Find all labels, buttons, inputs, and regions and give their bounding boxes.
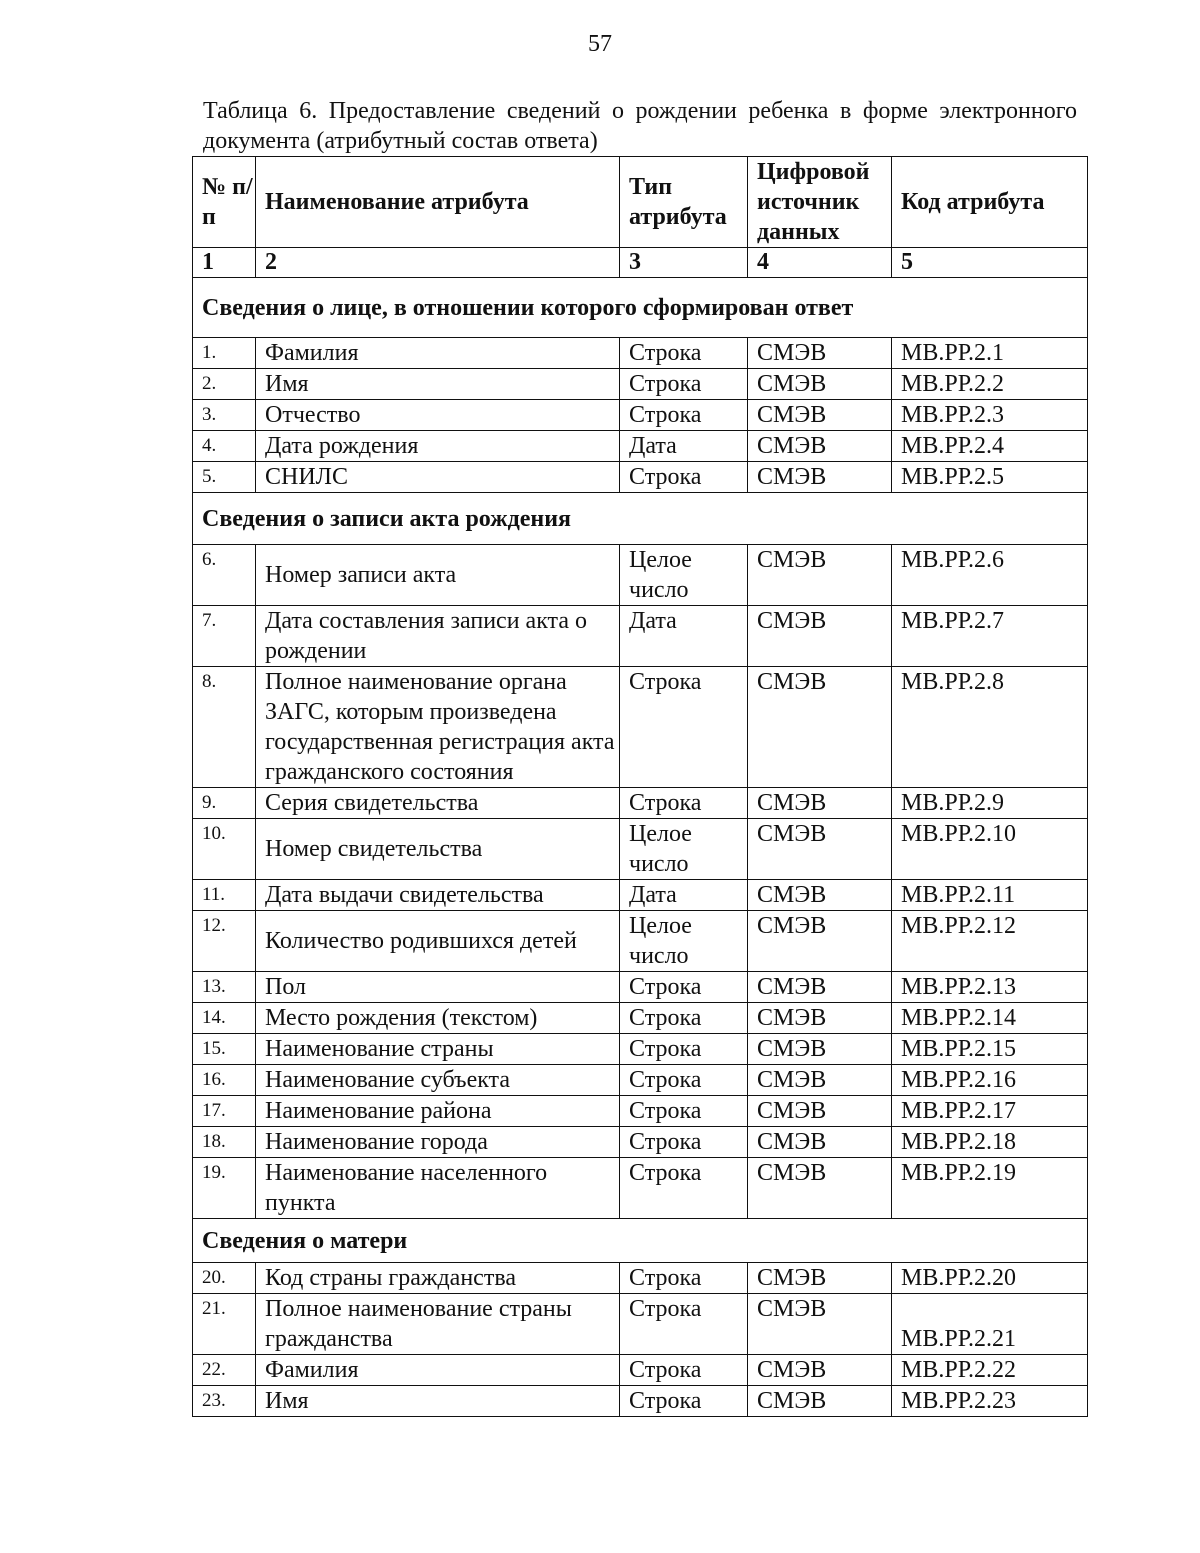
table-row — [193, 338, 1088, 369]
attribute-code: МВ.РР.2.17 — [892, 1096, 1088, 1127]
data-source: СМЭВ — [748, 606, 892, 667]
attribute-type: Строка — [620, 1294, 748, 1355]
attribute-code: МВ.РР.2.13 — [892, 972, 1088, 1003]
attribute-type: Строка — [620, 338, 748, 369]
attribute-name: Дата рождения — [256, 431, 620, 462]
table-row — [193, 880, 1088, 911]
table-row — [193, 400, 1088, 431]
section-row — [193, 493, 1088, 545]
attribute-type: Строка — [620, 369, 748, 400]
section-title: Сведения о записи акта рождения — [193, 493, 1088, 545]
data-source: СМЭВ — [748, 1003, 892, 1034]
section-title: Сведения о лице, в отношении которого сформирован ответ — [193, 278, 1088, 338]
attribute-code: МВ.РР.2.16 — [892, 1065, 1088, 1096]
table-row — [193, 369, 1088, 400]
table-caption: Таблица 6. Предоставление сведений о рождении ребенка в форме электронного документа (атрибутный состав ответа) — [203, 98, 1077, 154]
attribute-code: МВ.РР.2.22 — [892, 1355, 1088, 1386]
attribute-code: МВ.РР.2.15 — [892, 1034, 1088, 1065]
attribute-code: МВ.РР.2.4 — [892, 431, 1088, 462]
header-attribute-code: Код атрибута — [892, 157, 1088, 248]
attribute-type: Строка — [620, 667, 748, 788]
data-source: СМЭВ — [748, 1355, 892, 1386]
row-number: 1. — [193, 338, 256, 369]
row-number: 10. — [193, 819, 256, 880]
row-number: 19. — [193, 1158, 256, 1219]
data-source: СМЭВ — [748, 369, 892, 400]
row-number: 18. — [193, 1127, 256, 1158]
attribute-type: Строка — [620, 788, 748, 819]
data-source: СМЭВ — [748, 1096, 892, 1127]
data-source: СМЭВ — [748, 545, 892, 606]
attribute-type: Строка — [620, 1158, 748, 1219]
data-source: СМЭВ — [748, 972, 892, 1003]
data-source: СМЭВ — [748, 431, 892, 462]
attribute-name: Номер свидетельства — [256, 819, 620, 880]
attribute-code: МВ.РР.2.23 — [892, 1386, 1088, 1417]
column-number: 1 — [193, 248, 256, 278]
table-row — [193, 972, 1088, 1003]
section-title: Сведения о матери — [193, 1219, 1088, 1263]
attribute-name: Отчество — [256, 400, 620, 431]
column-number: 5 — [892, 248, 1088, 278]
attribute-name: Дата выдачи свидетельства — [256, 880, 620, 911]
attribute-type: Строка — [620, 972, 748, 1003]
row-number: 11. — [193, 880, 256, 911]
attribute-name: Место рождения (текстом) — [256, 1003, 620, 1034]
data-source: СМЭВ — [748, 819, 892, 880]
data-source: СМЭВ — [748, 462, 892, 493]
data-source: СМЭВ — [748, 1294, 892, 1355]
row-number: 2. — [193, 369, 256, 400]
row-number: 17. — [193, 1096, 256, 1127]
attribute-name: Наименование населенного пункта — [256, 1158, 620, 1219]
attribute-name: СНИЛС — [256, 462, 620, 493]
attribute-code: МВ.РР.2.5 — [892, 462, 1088, 493]
column-number: 3 — [620, 248, 748, 278]
column-number-row — [193, 248, 1088, 278]
attribute-code: МВ.РР.2.21 — [892, 1294, 1088, 1355]
attribute-code: МВ.РР.2.10 — [892, 819, 1088, 880]
table-row — [193, 1034, 1088, 1065]
attribute-code: МВ.РР.2.7 — [892, 606, 1088, 667]
row-number: 21. — [193, 1294, 256, 1355]
table-row — [193, 1294, 1088, 1355]
attribute-code: МВ.РР.2.6 — [892, 545, 1088, 606]
attribute-name: Пол — [256, 972, 620, 1003]
attribute-name: Наименование субъекта — [256, 1065, 620, 1096]
data-source: СМЭВ — [748, 1263, 892, 1294]
attribute-code: МВ.РР.2.2 — [892, 369, 1088, 400]
data-source: СМЭВ — [748, 1158, 892, 1219]
attribute-code: МВ.РР.2.12 — [892, 911, 1088, 972]
data-source: СМЭВ — [748, 400, 892, 431]
attribute-name: Фамилия — [256, 1355, 620, 1386]
attribute-type: Дата — [620, 431, 748, 462]
header-number: № п/п — [193, 157, 256, 248]
table-row — [193, 819, 1088, 880]
row-number: 7. — [193, 606, 256, 667]
attribute-type: Строка — [620, 1034, 748, 1065]
attribute-type: Строка — [620, 1386, 748, 1417]
table-row — [193, 1355, 1088, 1386]
data-source: СМЭВ — [748, 1127, 892, 1158]
attribute-name: Полное наименование органа ЗАГС, которым произведена государственная регистрация акта гражданского состояния — [256, 667, 620, 788]
attribute-type: Целое число — [620, 819, 748, 880]
attribute-name: Дата составления записи акта о рождении — [256, 606, 620, 667]
row-number: 13. — [193, 972, 256, 1003]
row-number: 6. — [193, 545, 256, 606]
table-row — [193, 1003, 1088, 1034]
table-row — [193, 788, 1088, 819]
attribute-type: Строка — [620, 1263, 748, 1294]
table-row — [193, 1263, 1088, 1294]
attribute-code: МВ.РР.2.3 — [892, 400, 1088, 431]
attribute-code: МВ.РР.2.19 — [892, 1158, 1088, 1219]
row-number: 8. — [193, 667, 256, 788]
attribute-type: Целое число — [620, 545, 748, 606]
section-row — [193, 1219, 1088, 1263]
attribute-name: Количество родившихся детей — [256, 911, 620, 972]
attribute-name: Наименование района — [256, 1096, 620, 1127]
row-number: 14. — [193, 1003, 256, 1034]
table-row — [193, 606, 1088, 667]
attribute-type: Строка — [620, 1065, 748, 1096]
data-source: СМЭВ — [748, 911, 892, 972]
table-row — [193, 1127, 1088, 1158]
attribute-code: МВ.РР.2.20 — [892, 1263, 1088, 1294]
row-number: 22. — [193, 1355, 256, 1386]
column-number: 2 — [256, 248, 620, 278]
row-number: 23. — [193, 1386, 256, 1417]
table-row — [193, 911, 1088, 972]
attribute-type: Дата — [620, 606, 748, 667]
table-row — [193, 545, 1088, 606]
data-source: СМЭВ — [748, 880, 892, 911]
attribute-name: Полное наименование страны гражданства — [256, 1294, 620, 1355]
row-number: 4. — [193, 431, 256, 462]
attribute-code: МВ.РР.2.11 — [892, 880, 1088, 911]
table-row — [193, 1065, 1088, 1096]
attribute-code: МВ.РР.2.9 — [892, 788, 1088, 819]
header-attribute-name: Наименование атрибута — [256, 157, 620, 248]
attribute-table — [192, 156, 1088, 1417]
row-number: 5. — [193, 462, 256, 493]
row-number: 12. — [193, 911, 256, 972]
row-number: 15. — [193, 1034, 256, 1065]
attribute-type: Строка — [620, 1003, 748, 1034]
attribute-type: Целое число — [620, 911, 748, 972]
header-attribute-type: Тип атрибута — [620, 157, 748, 248]
attribute-name: Номер записи акта — [256, 545, 620, 606]
attribute-code: МВ.РР.2.14 — [892, 1003, 1088, 1034]
attribute-name: Наименование города — [256, 1127, 620, 1158]
attribute-type: Строка — [620, 462, 748, 493]
header-data-source: Цифровой источник данных — [748, 157, 892, 248]
table-row — [193, 431, 1088, 462]
attribute-name: Код страны гражданства — [256, 1263, 620, 1294]
page-number: 57 — [588, 31, 612, 57]
table-row — [193, 667, 1088, 788]
attribute-type: Строка — [620, 1355, 748, 1386]
attribute-type: Дата — [620, 880, 748, 911]
attribute-type: Строка — [620, 1127, 748, 1158]
row-number: 16. — [193, 1065, 256, 1096]
attribute-name: Фамилия — [256, 338, 620, 369]
table-row — [193, 1386, 1088, 1417]
table-row — [193, 462, 1088, 493]
row-number: 9. — [193, 788, 256, 819]
row-number: 3. — [193, 400, 256, 431]
table-header-row — [193, 157, 1088, 248]
attribute-code: МВ.РР.2.18 — [892, 1127, 1088, 1158]
table-body — [193, 278, 1088, 1417]
attribute-type: Строка — [620, 400, 748, 431]
attribute-name: Серия свидетельства — [256, 788, 620, 819]
data-source: СМЭВ — [748, 1386, 892, 1417]
data-source: СМЭВ — [748, 788, 892, 819]
column-number: 4 — [748, 248, 892, 278]
table-row — [193, 1158, 1088, 1219]
section-row — [193, 278, 1088, 338]
data-source: СМЭВ — [748, 1065, 892, 1096]
attribute-name: Имя — [256, 1386, 620, 1417]
data-source: СМЭВ — [748, 1034, 892, 1065]
table-row — [193, 1096, 1088, 1127]
attribute-name: Имя — [256, 369, 620, 400]
attribute-code: МВ.РР.2.8 — [892, 667, 1088, 788]
data-source: СМЭВ — [748, 338, 892, 369]
data-source: СМЭВ — [748, 667, 892, 788]
attribute-code: МВ.РР.2.1 — [892, 338, 1088, 369]
attribute-name: Наименование страны — [256, 1034, 620, 1065]
attribute-type: Строка — [620, 1096, 748, 1127]
row-number: 20. — [193, 1263, 256, 1294]
